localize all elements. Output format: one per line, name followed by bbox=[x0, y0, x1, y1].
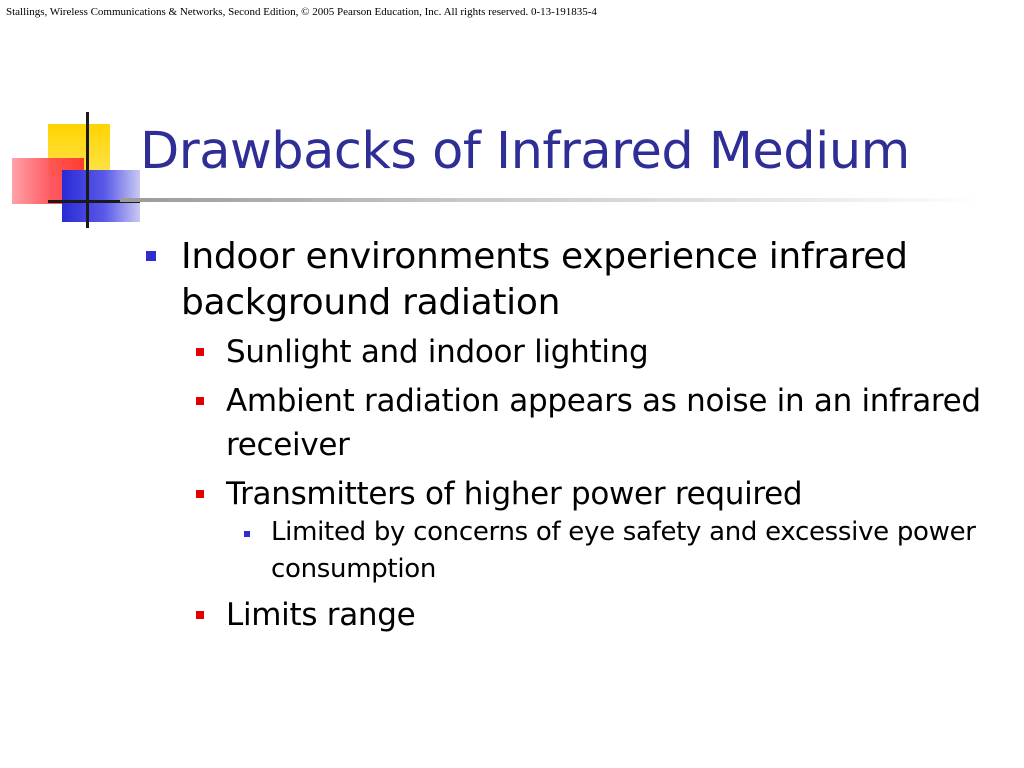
sub-bullet-item bbox=[181, 379, 1002, 467]
sub-bullet-text: Transmitters of higher power required bbox=[226, 476, 803, 512]
square-bullet-icon bbox=[146, 251, 156, 261]
sub-bullet-list bbox=[181, 330, 1002, 637]
square-bullet-icon bbox=[196, 348, 204, 356]
bullet-item bbox=[142, 234, 1002, 637]
sub-sub-bullet-item bbox=[226, 514, 1002, 588]
square-bullet-icon bbox=[196, 397, 204, 405]
sub-bullet-text: Ambient radiation appears as noise in an infrared receiver bbox=[226, 383, 981, 463]
sub-sub-bullet-list bbox=[226, 514, 1002, 588]
bullet-text: Indoor environments experience infrared background radiation bbox=[181, 236, 908, 323]
square-bullet-icon bbox=[244, 531, 250, 537]
sub-bullet-text: Limits range bbox=[226, 597, 416, 633]
sub-sub-bullet-text: Limited by concerns of eye safety and excessive power consumption bbox=[271, 517, 976, 584]
square-bullet-icon bbox=[196, 490, 204, 498]
title-divider bbox=[120, 198, 980, 202]
sub-bullet-item bbox=[181, 330, 1002, 374]
slide-logo-icon bbox=[0, 0, 150, 240]
logo-vertical-line bbox=[86, 112, 89, 228]
sub-bullet-item bbox=[181, 472, 1002, 588]
logo-blue-square bbox=[62, 170, 140, 222]
sub-bullet-item bbox=[181, 593, 1002, 637]
slide-title: Drawbacks of Infrared Medium bbox=[140, 122, 910, 181]
sub-bullet-text: Sunlight and indoor lighting bbox=[226, 334, 649, 370]
slide-body bbox=[142, 234, 1002, 642]
copyright-notice: Stallings, Wireless Communications & Networks, Second Edition, © 2005 Pearson Education, Inc. All rights reserved. 0-13-191835-4 bbox=[6, 6, 597, 18]
bullet-list bbox=[142, 234, 1002, 637]
square-bullet-icon bbox=[196, 611, 204, 619]
